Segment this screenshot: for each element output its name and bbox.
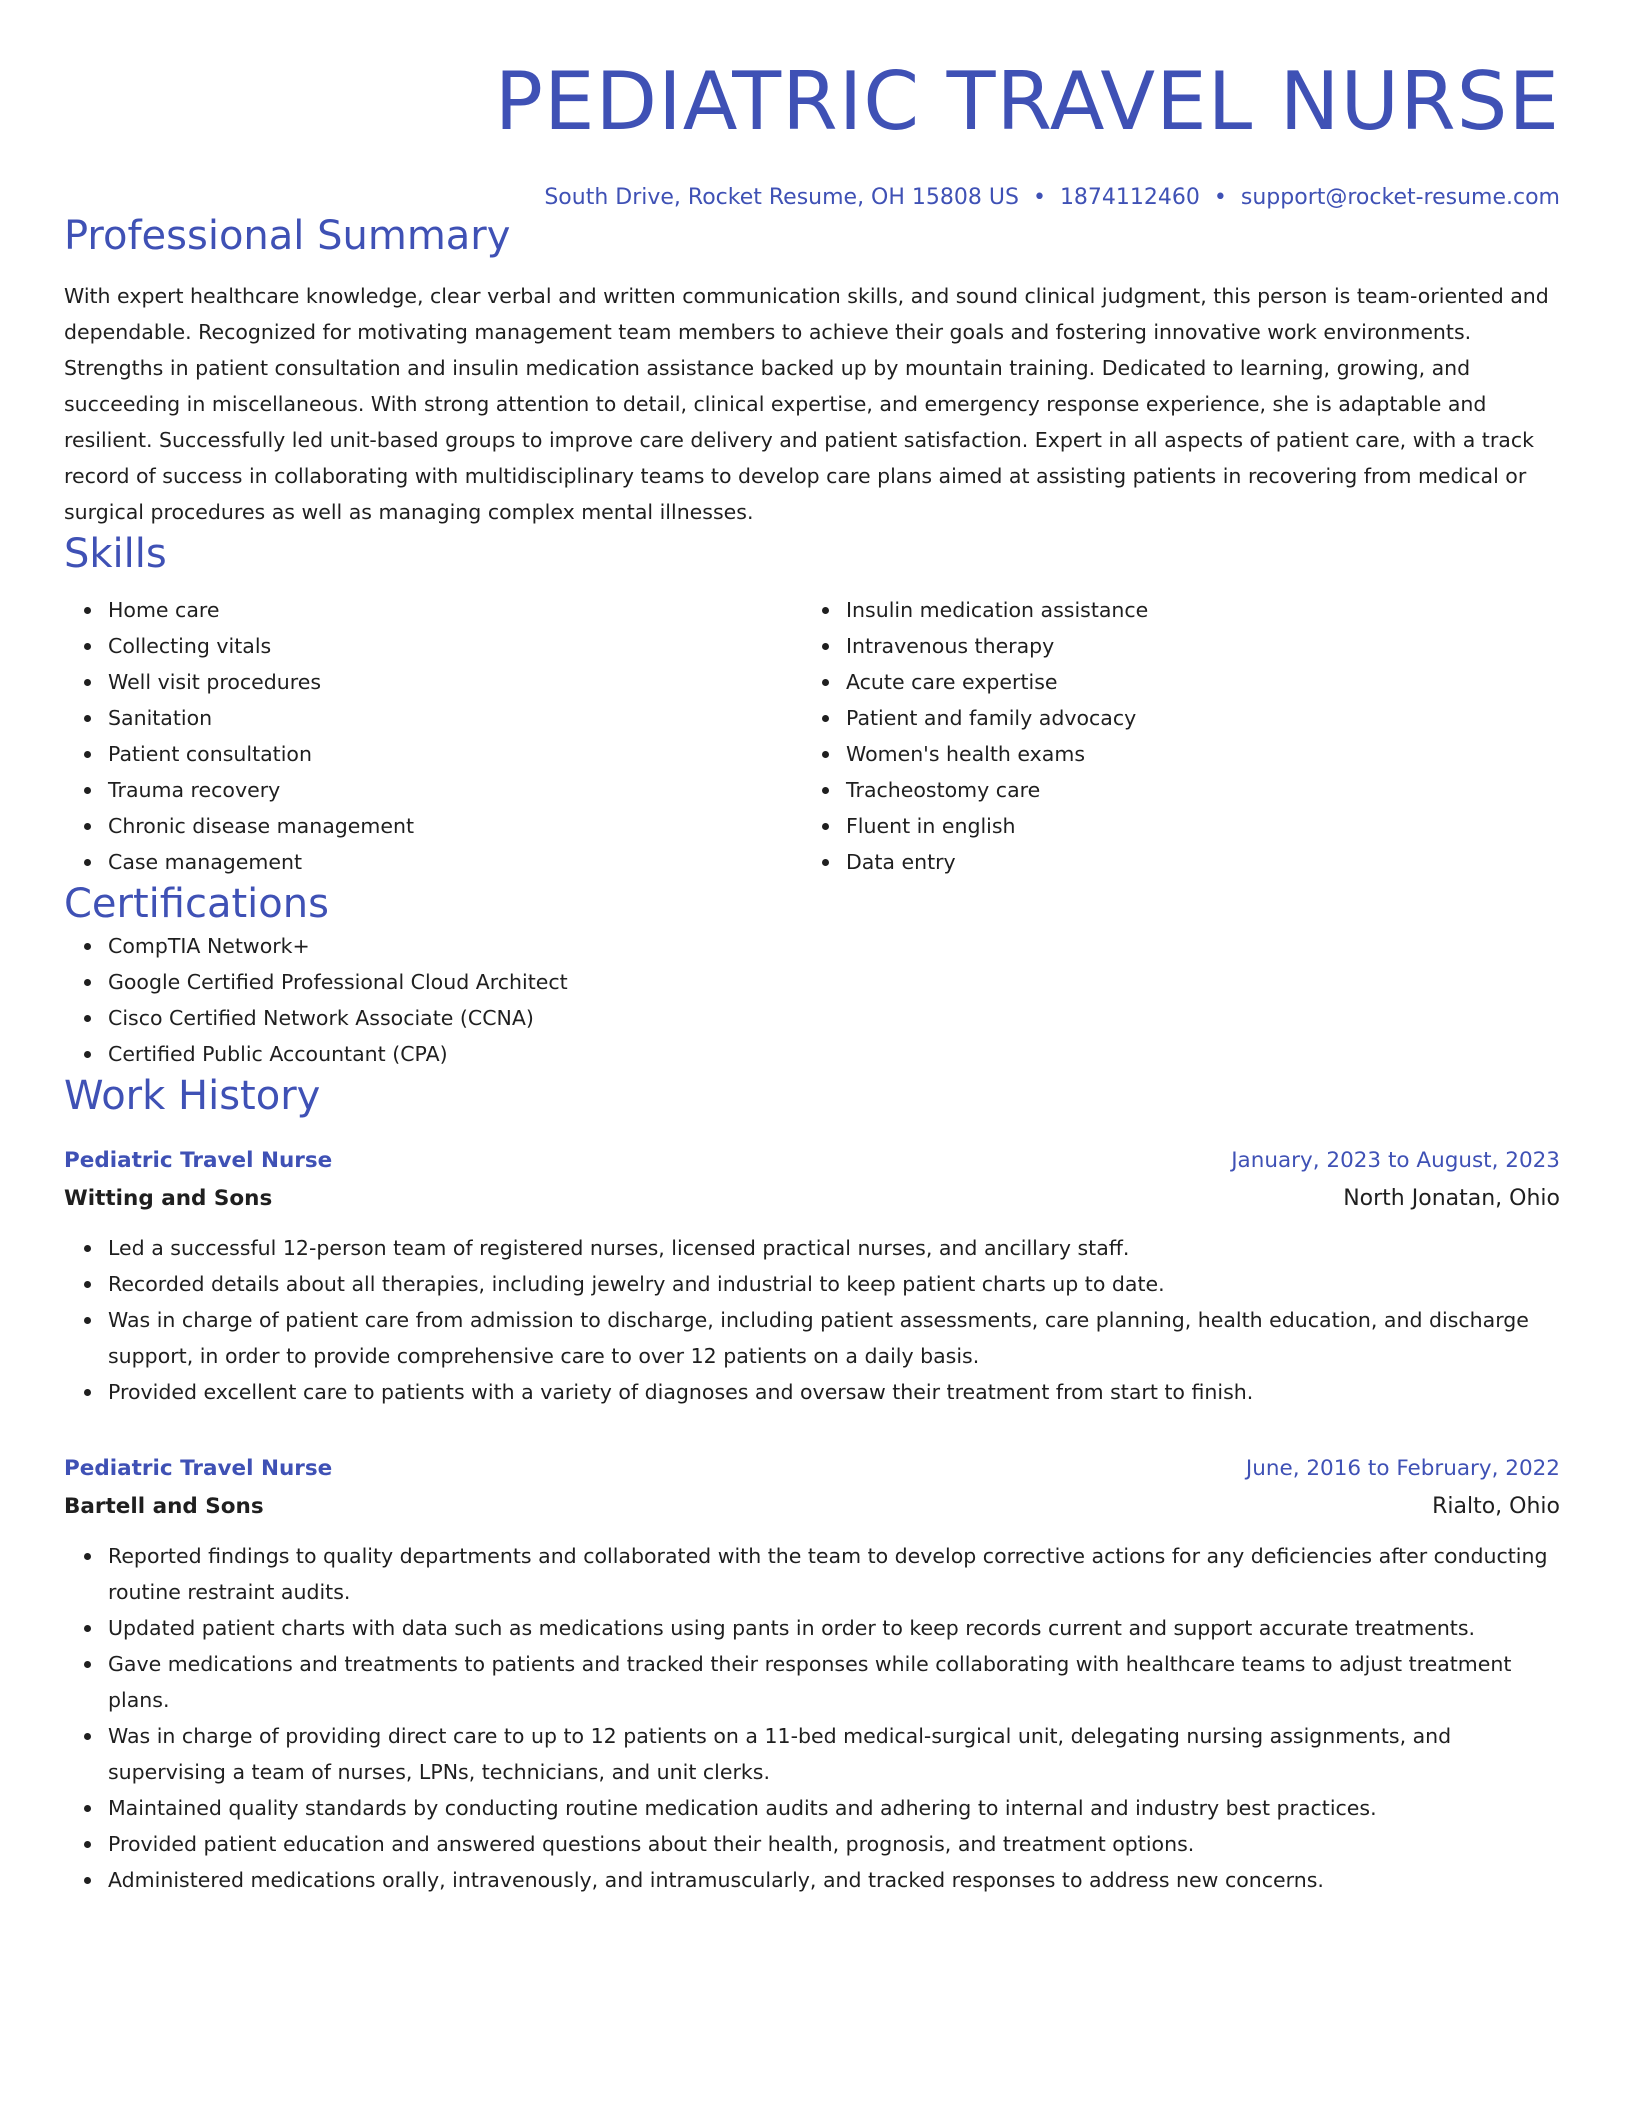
- contact-phone: 1874112460: [1059, 185, 1200, 210]
- job-entry: [64, 1142, 1560, 1410]
- skill-item: Collecting vitals: [108, 628, 802, 664]
- job-company-row: [64, 1488, 1560, 1526]
- skills-grid: [64, 592, 1560, 880]
- skill-item: Data entry: [846, 844, 1540, 880]
- job-duties-list: [64, 1538, 1560, 1898]
- work-history-heading: Work History: [64, 1073, 321, 1119]
- summary-section: [64, 212, 1560, 530]
- skill-item: Insulin medication assistance: [846, 592, 1540, 628]
- job-duty-item: Maintained quality standards by conducting routine medication audits and adhering to internal and industry best practices.: [108, 1790, 1560, 1826]
- skill-item: Intravenous therapy: [846, 628, 1540, 664]
- job-title-row: [64, 1450, 1560, 1488]
- job-duty-item: Reported findings to quality departments and collaborated with the team to develop corrective actions for any deficiencies after conducting routine restraint audits.: [108, 1538, 1560, 1610]
- skills-list-right: [802, 592, 1540, 880]
- job-company-row: [64, 1180, 1560, 1218]
- job-location: Rialto, Ohio: [1432, 1494, 1560, 1519]
- skills-heading: Skills: [64, 531, 167, 577]
- skill-item: Patient and family advocacy: [846, 700, 1540, 736]
- job-company: Witting and Sons: [64, 1186, 273, 1211]
- skill-item: Sanitation: [108, 700, 802, 736]
- job-duty-item: Recorded details about all therapies, including jewelry and industrial to keep patient charts up to date.: [108, 1266, 1560, 1302]
- job-title: Pediatric Travel Nurse: [64, 1148, 333, 1173]
- resume-header: [64, 56, 1560, 212]
- skills-list-left: [64, 592, 802, 880]
- job-dates: June, 2016 to February, 2022: [1245, 1456, 1560, 1481]
- skill-item: Acute care expertise: [846, 664, 1540, 700]
- certification-item: Certified Public Accountant (CPA): [108, 1036, 1560, 1072]
- skill-item: Chronic disease management: [108, 808, 802, 844]
- summary-text: With expert healthcare knowledge, clear verbal and written communication skills, and sound clinical judgment, this person is team-oriented and dependable. Recognized for motivating management team members to achieve their goals and fostering innovative work environments. Strengths in patient consultation and insulin medication assistance backed up by mountain training. Dedicated to learning, growing, and succeeding in miscellaneous. With strong attention to detail, clinical expertise, and emergency response experience, she is adaptable and resilient. Successfully led unit-based groups to improve care delivery and patient satisfaction. Expert in all aspects of patient care, with a track record of success in collaborating with multidisciplinary teams to develop care plans aimed at assisting patients in recovering from medical or surgical procedures as well as managing complex mental illnesses.: [64, 284, 1549, 524]
- summary-heading: Professional Summary: [64, 213, 511, 259]
- certification-item: Google Certified Professional Cloud Architect: [108, 964, 1560, 1000]
- job-duty-item: Provided patient education and answered questions about their health, prognosis, and treatment options.: [108, 1826, 1560, 1862]
- skill-item: Well visit procedures: [108, 664, 802, 700]
- job-duty-item: Gave medications and treatments to patients and tracked their responses while collaborating with healthcare teams to adjust treatment plans.: [108, 1646, 1560, 1718]
- job-duty-item: Was in charge of providing direct care to up to 12 patients on a 11-bed medical-surgical unit, delegating nursing assignments, and supervising a team of nurses, LPNs, technicians, and unit clerks.: [108, 1718, 1560, 1790]
- skill-item: Trauma recovery: [108, 772, 802, 808]
- job-company: Bartell and Sons: [64, 1494, 264, 1519]
- certifications-section: [64, 880, 1560, 1072]
- job-title-row: [64, 1142, 1560, 1180]
- job-duty-item: Led a successful 12-person team of registered nurses, licensed practical nurses, and ancillary staff.: [108, 1230, 1560, 1266]
- skill-item: Women's health exams: [846, 736, 1540, 772]
- skill-item: Home care: [108, 592, 802, 628]
- certifications-heading: Certifications: [64, 881, 329, 927]
- skill-item: Patient consultation: [108, 736, 802, 772]
- contact-address: South Drive, Rocket Resume, OH 15808 US: [544, 185, 1019, 210]
- candidate-name: PEDIATRIC TRAVEL NURSE: [494, 55, 1560, 148]
- job-location: North Jonatan, Ohio: [1343, 1186, 1560, 1211]
- certification-item: CompTIA Network+: [108, 928, 1560, 964]
- job-entry: [64, 1450, 1560, 1898]
- job-duty-item: Was in charge of patient care from admission to discharge, including patient assessments, care planning, health education, and discharge support, in order to provide comprehensive care to over 12 patients on a daily basis.: [108, 1302, 1560, 1374]
- skill-item: Tracheostomy care: [846, 772, 1540, 808]
- skills-column-right: [802, 592, 1540, 880]
- job-title: Pediatric Travel Nurse: [64, 1456, 333, 1481]
- job-dates: January, 2023 to August, 2023: [1231, 1148, 1560, 1173]
- skills-column-left: [64, 592, 802, 880]
- contact-line: [64, 184, 1560, 212]
- certification-item: Cisco Certified Network Associate (CCNA): [108, 1000, 1560, 1036]
- job-duties-list: [64, 1230, 1560, 1410]
- contact-separator: •: [1213, 185, 1227, 210]
- skills-section: [64, 530, 1560, 880]
- job-duty-item: Administered medications orally, intravenously, and intramuscularly, and tracked responses to address new concerns.: [108, 1862, 1560, 1898]
- certifications-list: [64, 928, 1560, 1072]
- contact-separator: •: [1032, 185, 1046, 210]
- job-duty-item: Provided excellent care to patients with a variety of diagnoses and oversaw their treatment from start to finish.: [108, 1374, 1560, 1410]
- contact-email[interactable]: support@rocket-resume.com: [1240, 185, 1560, 210]
- work-history-section: [64, 1072, 1560, 1898]
- skill-item: Fluent in english: [846, 808, 1540, 844]
- skill-item: Case management: [108, 844, 802, 880]
- job-duty-item: Updated patient charts with data such as medications using pants in order to keep records current and support accurate treatments.: [108, 1610, 1560, 1646]
